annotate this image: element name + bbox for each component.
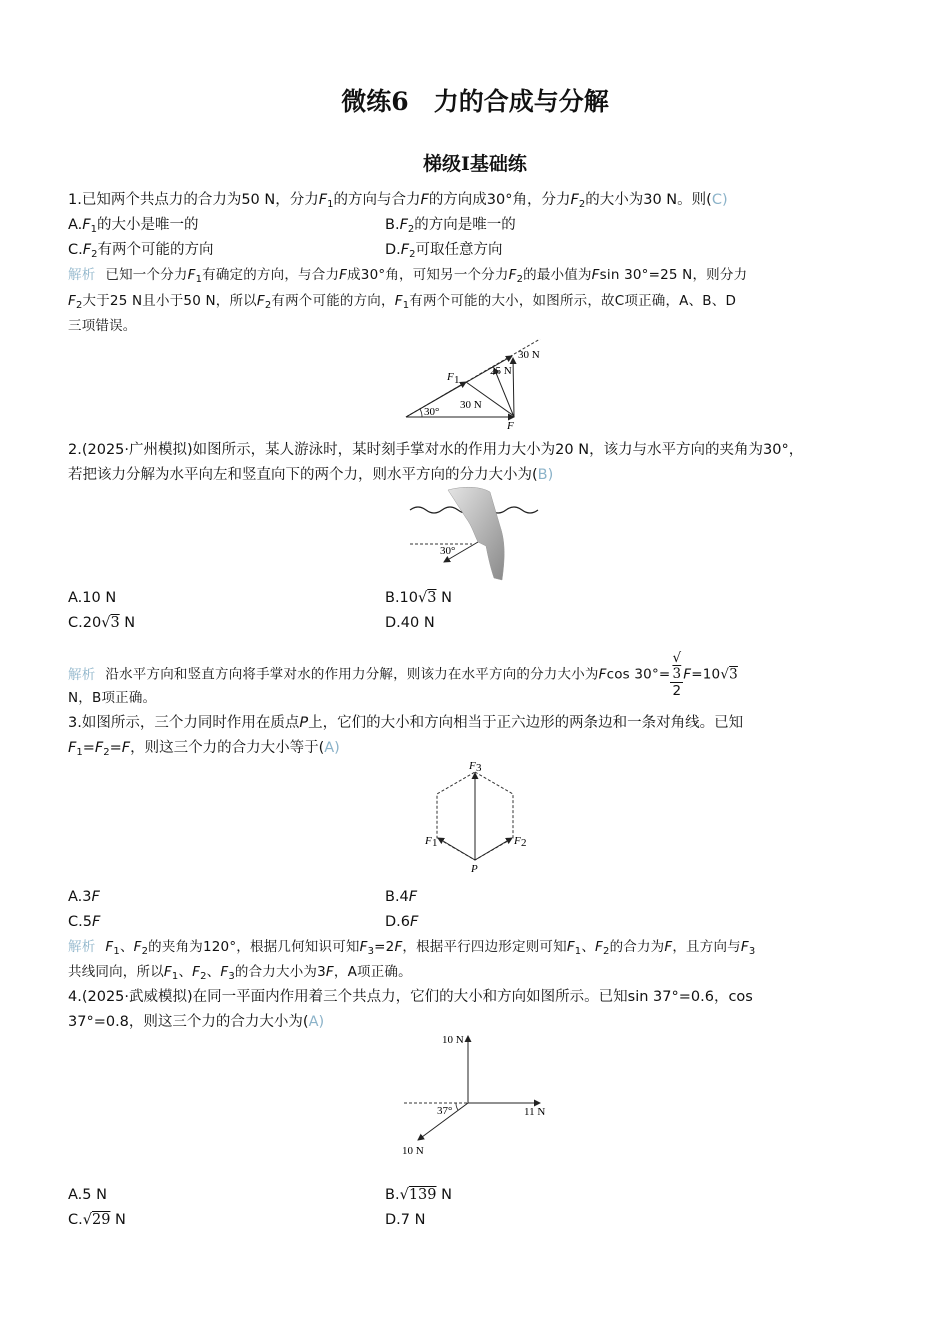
q4-option-a: A.5 N: [68, 1187, 107, 1203]
q2-stem-line2: 若把该力分解为水平向左和竖直向下的两个力，则水平方向的分力大小为(B): [68, 467, 554, 483]
q3-label-p: P: [471, 863, 478, 875]
q1-label-30n-mid: 30 N: [460, 399, 482, 411]
q2-option-a: A.10 N: [68, 590, 117, 606]
svg-text:1: 1: [432, 837, 438, 849]
q3-stem-line2: $F_1=F_2=F$，则这三个力的合力大小等于(A): [68, 740, 340, 758]
q1-label-angle: 30°: [424, 406, 440, 418]
q2-option-d: D.40 N: [385, 615, 435, 631]
q3-answer: A: [324, 740, 335, 756]
q2-analysis-line2: N，B项正确。: [68, 690, 157, 706]
q4-answer: A: [308, 1014, 319, 1030]
q2-analysis-line1: 解析 沿水平方向和竖直方向将手掌对水的作用力分解，则该力在水平方向的分力大小为Fcos 30°= √ 3 2 F=10√3: [68, 650, 738, 699]
q1-analysis-line1: 解析 已知一个分力$F_1$有确定的方向，与合力F成30°角，可知另一个分力$F_2$的最小值为Fsin 30°=25 N，则分力: [68, 267, 748, 285]
q2-answer: B: [537, 467, 548, 483]
q1-force-diagram: [400, 336, 560, 432]
q3-option-b: B.4F: [385, 889, 418, 905]
svg-text:1: 1: [454, 374, 460, 386]
q3-hexagon-diagram: [420, 758, 530, 874]
q1-option-c: $C.F_2$有两个可能的方向: [68, 242, 214, 260]
q4-stem-line2: 37°=0.8，则这三个力的合力大小为(A): [68, 1014, 325, 1030]
q1-option-d: $D.F_2$可取任意方向: [385, 242, 503, 260]
q4-stem-line1: 4.(2025·武威模拟)在同一平面内作用着三个共点力，它们的大小和方向如图所示。已知sin 37°=0.6，cos: [68, 989, 753, 1005]
q4-option-b: B.√139 N: [385, 1187, 452, 1203]
svg-text:3: 3: [476, 762, 482, 774]
q1-answer: C: [711, 192, 722, 208]
q2-label-angle: 30°: [440, 545, 456, 557]
page-title: 微练6 力的合成与分解: [341, 87, 609, 116]
q3-label-f3: F: [469, 760, 476, 772]
q1-analysis-line2: $F_2$大于25 N且小于50 N，所以$F_2$有两个可能的方向，$F_1$有两个可能的大小，如图所示，故C项正确，A、B、D: [68, 293, 737, 311]
q3-option-c: C.5F: [68, 914, 101, 930]
q3-option-d: D.6F: [385, 914, 419, 930]
q4-option-d: D.7 N: [385, 1212, 426, 1228]
q3-analysis-line2: 共线同向，所以$F_1$、$F_2$、$F_3$的合力大小为3F，A项正确。: [68, 964, 412, 982]
q1-analysis-line3: 三项错误。: [68, 318, 137, 334]
q1-label-30n-top: 30 N: [518, 349, 540, 361]
q4-label-up: 10 N: [442, 1034, 464, 1046]
q2-option-c: C.20√3 N: [68, 615, 136, 631]
svg-text:2: 2: [521, 837, 527, 849]
q1-label-25n: 25 N: [490, 365, 512, 377]
q4-label-down: 10 N: [402, 1145, 424, 1157]
q2-swimmer-diagram: [408, 486, 548, 582]
q1-option-a: $A.F_1$的大小是唯一的: [68, 217, 199, 235]
q3-analysis-line1: 解析 $F_1$、$F_2$的夹角为120°，根据几何知识可知$F_3=2F$，根据平行四边形定则可知$F_1$、$F_2$的合力为F，且方向与$F_3$: [68, 939, 756, 957]
q3-option-a: A.3F: [68, 889, 100, 905]
q3-stem-line1: 3.如图所示，三个力同时作用在质点P上，它们的大小和方向相当于正六边形的两条边和一条对角线。已知: [68, 715, 744, 731]
q2-option-b: B.10√3 N: [385, 590, 452, 606]
q3-label-f2: F: [514, 835, 521, 847]
q4-option-c: C.√29 N: [68, 1212, 126, 1228]
q1-label-f1: F: [447, 371, 454, 383]
q4-force-diagram: [400, 1032, 550, 1158]
q4-label-angle: 37°: [437, 1105, 453, 1117]
q3-label-f1: F: [425, 835, 432, 847]
q1-stem: 1.已知两个共点力的合力为50 N，分力$F_1$的方向与合力F的方向成30°角，分力$F_2$的大小为30 N。则(C): [68, 192, 728, 210]
section-title: 梯级Ⅰ基础练: [423, 153, 527, 175]
q1-option-b: $B.F_2$的方向是唯一的: [385, 217, 516, 235]
q1-label-f: F: [507, 420, 514, 432]
q4-label-right: 11 N: [524, 1106, 546, 1118]
q2-stem-line1: 2.(2025·广州模拟)如图所示，某人游泳时，某时刻手掌对水的作用力大小为20 N，该力与水平方向的夹角为30°，: [68, 442, 804, 458]
